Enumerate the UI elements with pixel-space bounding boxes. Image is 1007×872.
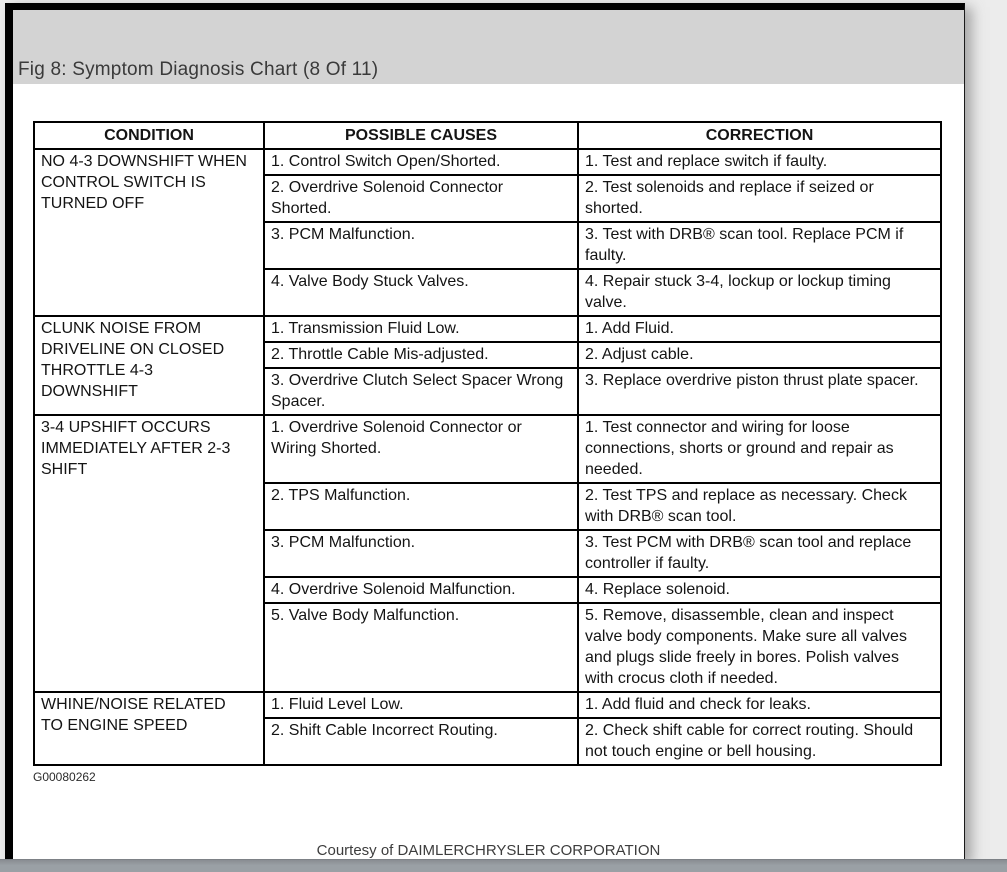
cause-cell: 2. Shift Cable Incorrect Routing. — [264, 718, 578, 765]
cause-cell: 3. PCM Malfunction. — [264, 530, 578, 577]
correction-cell: 2. Test TPS and replace as necessary. Check with DRB® scan tool. — [578, 483, 941, 530]
correction-cell: 1. Test and replace switch if faulty. — [578, 149, 941, 175]
correction-cell: 4. Replace solenoid. — [578, 577, 941, 603]
correction-column-header: CORRECTION — [578, 122, 941, 149]
courtesy-credit: Courtesy of DAIMLERCHRYSLER CORPORATION — [316, 842, 661, 859]
diagnosis-table-body — [34, 149, 941, 765]
horizontal-scrollbar[interactable] — [0, 859, 1007, 872]
cause-cell: 1. Overdrive Solenoid Connector or Wiring Shorted. — [264, 415, 578, 483]
table-row — [34, 415, 941, 483]
cause-cell: 5. Valve Body Malfunction. — [264, 603, 578, 692]
correction-cell: 3. Test with DRB® scan tool. Replace PCM if faulty. — [578, 222, 941, 269]
possible-causes-column-header: POSSIBLE CAUSES — [264, 122, 578, 149]
cause-cell: 4. Overdrive Solenoid Malfunction. — [264, 577, 578, 603]
cause-cell: 2. TPS Malfunction. — [264, 483, 578, 530]
correction-cell: 2. Test solenoids and replace if seized or shorted. — [578, 175, 941, 222]
cause-cell: 3. Overdrive Clutch Select Spacer Wrong Spacer. — [264, 368, 578, 415]
condition-cell: NO 4-3 DOWNSHIFT WHEN CONTROL SWITCH IS TURNED OFF — [34, 149, 264, 316]
figure-title: Fig 8: Symptom Diagnosis Chart (8 Of 11) — [18, 59, 379, 80]
table-row — [34, 316, 941, 342]
condition-cell: 3-4 UPSHIFT OCCURS IMMEDIATELY AFTER 2-3 SHIFT — [34, 415, 264, 692]
correction-cell: 1. Add Fluid. — [578, 316, 941, 342]
condition-cell: WHINE/NOISE RELATED TO ENGINE SPEED — [34, 692, 264, 765]
cause-cell: 1. Fluid Level Low. — [264, 692, 578, 718]
cause-cell: 4. Valve Body Stuck Valves. — [264, 269, 578, 316]
document-content — [13, 84, 964, 861]
table-row — [34, 692, 941, 718]
figure-id-label: G00080262 — [33, 770, 96, 784]
correction-cell: 2. Check shift cable for correct routing. Should not touch engine or bell housing. — [578, 718, 941, 765]
correction-cell: 5. Remove, disassemble, clean and inspect valve body components. Make sure all valves and plugs slide freely in bores. Polish valves with crocus cloth if needed. — [578, 603, 941, 692]
cause-cell: 2. Throttle Cable Mis-adjusted. — [264, 342, 578, 368]
cause-cell: 3. PCM Malfunction. — [264, 222, 578, 269]
condition-column-header: CONDITION — [34, 122, 264, 149]
cause-cell: 1. Transmission Fluid Low. — [264, 316, 578, 342]
table-header-row — [34, 122, 941, 149]
correction-cell: 3. Test PCM with DRB® scan tool and replace controller if faulty. — [578, 530, 941, 577]
cause-cell: 2. Overdrive Solenoid Connector Shorted. — [264, 175, 578, 222]
correction-cell: 3. Replace overdrive piston thrust plate spacer. — [578, 368, 941, 415]
cause-cell: 1. Control Switch Open/Shorted. — [264, 149, 578, 175]
figure-title-bar — [13, 10, 964, 84]
correction-cell: 1. Test connector and wiring for loose connections, shorts or ground and repair as needed. — [578, 415, 941, 483]
symptom-diagnosis-table — [33, 121, 942, 766]
correction-cell: 2. Adjust cable. — [578, 342, 941, 368]
correction-cell: 4. Repair stuck 3-4, lockup or lockup timing valve. — [578, 269, 941, 316]
correction-cell: 1. Add fluid and check for leaks. — [578, 692, 941, 718]
table-row — [34, 149, 941, 175]
figure-viewer-window — [5, 3, 965, 861]
condition-cell: CLUNK NOISE FROM DRIVELINE ON CLOSED THROTTLE 4-3 DOWNSHIFT — [34, 316, 264, 415]
